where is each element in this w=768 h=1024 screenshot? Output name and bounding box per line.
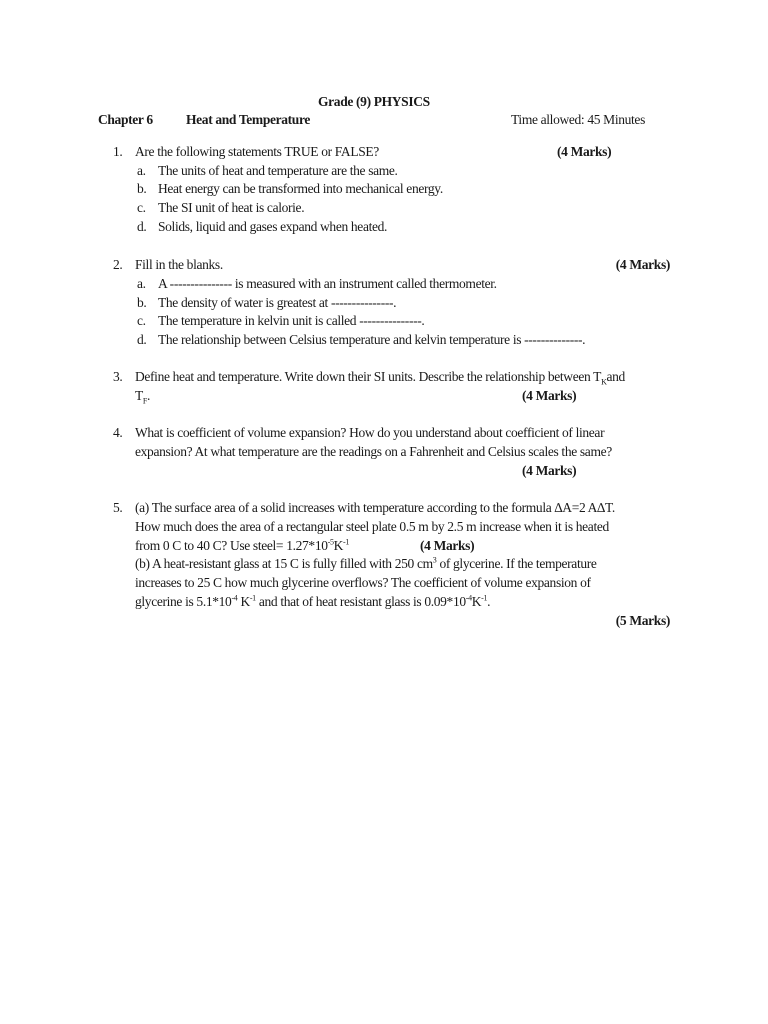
text: from 0 C to 40 C? Use steel= 1.27*10 [135, 538, 328, 553]
item-letter: a. [137, 163, 146, 178]
chapter-number: Chapter 6 [98, 112, 153, 127]
item-text: The relationship between Celsius temperature and kelvin temperature is --------------. [158, 332, 586, 347]
part-b-text [135, 556, 597, 572]
item-text: The density of water is greatest at ---------------. [158, 295, 397, 310]
question-marks: (4 Marks) [557, 144, 612, 159]
superscript: -1 [249, 593, 256, 603]
text: K [237, 594, 250, 609]
item-text: A --------------- is measured with an instrument called thermometer. [158, 276, 497, 291]
text: Define heat and temperature. Write down their SI units. Describe the relationship between T [135, 369, 602, 384]
item-text: Solids, liquid and gases expand when heated. [158, 219, 388, 234]
text: K [333, 538, 343, 553]
item-text: Heat energy can be transformed into mechanical energy. [158, 181, 443, 196]
part-b-marks: (5 Marks) [615, 613, 670, 628]
time-allowed: Time allowed: 45 Minutes [511, 112, 645, 127]
question-number: 3. [113, 369, 123, 384]
part-a-marks: (4 Marks) [420, 538, 475, 553]
superscript: -4 [231, 593, 238, 603]
question-text: What is coefficient of volume expansion? How do you understand about coefficient of linear [135, 425, 605, 440]
item-text: The units of heat and temperature are the same. [158, 163, 398, 178]
question-number: 5. [113, 500, 123, 515]
question-marks: (4 Marks) [615, 257, 670, 272]
question-text: Are the following statements TRUE or FALSE? [135, 144, 379, 159]
text: and that of heat resistant glass is 0.09*10 [255, 594, 466, 609]
text: . [147, 388, 151, 403]
item-letter: d. [137, 332, 147, 347]
question-text [135, 369, 625, 385]
part-a-text: (a) The surface area of a solid increases with temperature according to the formula ∆A=2 A∆T. [135, 500, 615, 515]
subscript: K [601, 377, 607, 387]
question-text-cont: expansion? At what temperature are the readings on a Fahrenheit and Celsius scales the same? [135, 444, 612, 459]
question-marks: (4 Marks) [522, 463, 577, 478]
chapter-title: Heat and Temperature [186, 112, 310, 127]
superscript: -1 [481, 593, 488, 603]
subscript: F [142, 396, 148, 406]
question-number: 2. [113, 257, 123, 272]
question-number: 1. [113, 144, 123, 159]
item-letter: b. [137, 181, 147, 196]
text: . [487, 594, 491, 609]
item-letter: a. [137, 276, 146, 291]
item-letter: c. [137, 200, 146, 215]
item-letter: b. [137, 295, 147, 310]
superscript: -1 [343, 537, 349, 547]
part-b-text: increases to 25 C how much glycerine overflows? The coefficient of volume expansion of [135, 575, 591, 590]
question-text-cont [135, 388, 150, 404]
text: (b) A heat-resistant glass at 15 C is fully filled with 250 cm [135, 556, 433, 571]
question-text: Fill in the blanks. [135, 257, 223, 272]
exam-title: Grade (9) PHYSICS [318, 94, 430, 109]
item-text: The SI unit of heat is calorie. [158, 200, 305, 215]
part-b-text [135, 594, 490, 610]
question-marks: (4 Marks) [522, 388, 577, 403]
question-number: 4. [113, 425, 123, 440]
part-a-text: How much does the area of a rectangular steel plate 0.5 m by 2.5 m increase when it is heated [135, 519, 609, 534]
item-text: The temperature in kelvin unit is called ---------------. [158, 313, 425, 328]
part-a-text [135, 538, 349, 554]
item-letter: d. [137, 219, 147, 234]
text: T [135, 388, 143, 403]
superscript: -5 [327, 537, 334, 547]
text: and [606, 369, 625, 384]
text: K [471, 594, 482, 609]
superscript: 3 [432, 555, 437, 565]
item-letter: c. [137, 313, 146, 328]
superscript: -4 [465, 593, 472, 603]
text: glycerine is 5.1*10 [135, 594, 232, 609]
text: of glycerine. If the temperature [436, 556, 597, 571]
